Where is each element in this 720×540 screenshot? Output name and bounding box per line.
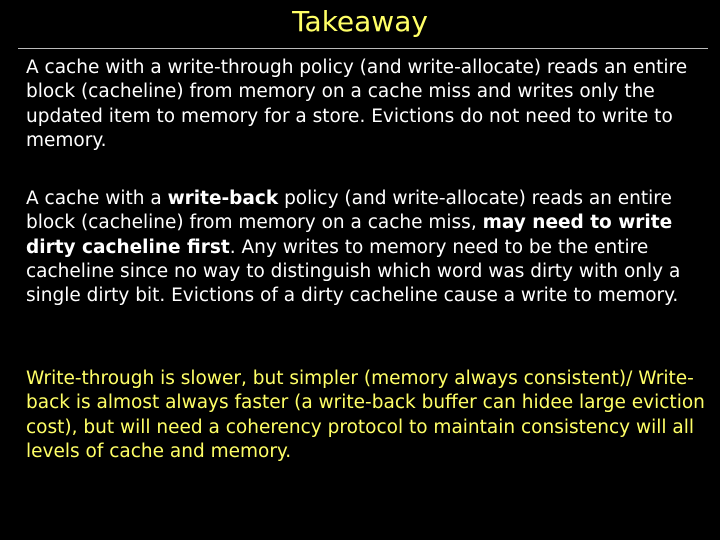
write-back-text-2: policy (and write-allocate) reads an entire block (cacheline) from memory on a cache miss, (26, 188, 672, 234)
write-through-paragraph: A cache with a write-through policy (and write-allocate) reads an entire block (cacheline) from memory on a cache miss and writes only the updated item to memory for a store. Evictions do not need to write to memory. (26, 57, 688, 151)
write-back-emphasis: write-back (167, 188, 279, 209)
comparison-paragraph: Write-through is slower, but simpler (memory always consistent)/ Write-back is almost always faster (a write-back buffer can hidee large eviction cost), but will need a coherency protocol to maintain consistency will all levels of cache and memory. (26, 368, 705, 462)
write-back-text-1: A cache with a (26, 188, 168, 209)
title-divider (18, 48, 708, 49)
write-back-text-3: . Any writes to memory need to be the entire cacheline since no way to distinguish which word was dirty with only a single dirty bit. Evictions of a dirty cacheline cause a write to memory. (26, 236, 681, 307)
write-back-paragraph (26, 187, 706, 308)
slide-title: Takeaway (292, 5, 428, 38)
dirty-cacheline-emphasis: may need to write dirty cacheline first (26, 212, 673, 258)
